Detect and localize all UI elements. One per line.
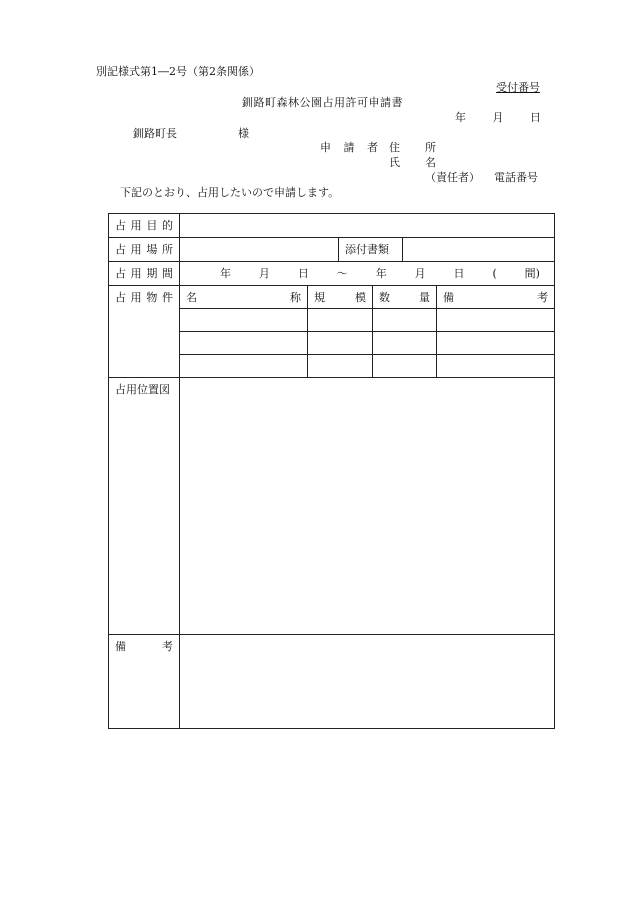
period-duration-close: 間) <box>524 267 540 280</box>
responsible-person-label: （責任者） <box>425 171 480 184</box>
objects-header-row <box>109 286 555 309</box>
addressee: 釧路町長 <box>133 127 177 140</box>
period-label-char-3: 期 <box>146 267 158 280</box>
period-end-day: 日 <box>453 267 465 280</box>
place-field[interactable] <box>180 238 339 262</box>
purpose-field[interactable] <box>180 214 555 238</box>
period-label-char-2: 用 <box>130 267 142 280</box>
period-start-month: 月 <box>258 267 270 280</box>
remarks-row <box>109 635 555 729</box>
object-quantity-cell[interactable] <box>373 332 437 355</box>
period-label-char-1: 占 <box>115 267 126 280</box>
location-map-row <box>109 378 555 635</box>
object-scale-header-char-2: 模 <box>355 290 366 304</box>
purpose-row <box>109 214 555 238</box>
name-label-char-1: 氏 <box>389 156 400 169</box>
object-name-header-char-1: 名 <box>186 290 197 304</box>
date-month-label: 月 <box>492 111 504 124</box>
intro-text: 下記のとおり、占用したいので申請します。 <box>120 186 340 199</box>
period-label <box>109 262 180 286</box>
object-scale-cell[interactable] <box>308 309 373 332</box>
name-label-char-2: 名 <box>425 156 436 169</box>
object-name-cell[interactable] <box>180 332 308 355</box>
period-start-year: 年 <box>220 267 231 280</box>
applicant-label <box>320 141 378 154</box>
period-tilde: ～ <box>336 267 348 280</box>
document-title: 釧路町森林公園占用許可申請書 <box>242 96 403 109</box>
receipt-number-label: 受付番号 <box>496 81 540 94</box>
purpose-label-char-4: 的 <box>161 219 173 232</box>
object-name-cell[interactable] <box>180 355 308 378</box>
object-quantity-cell[interactable] <box>373 355 437 378</box>
place-row <box>109 238 555 262</box>
period-duration-open: ( <box>492 267 497 280</box>
object-quantity-header-char-2: 量 <box>419 290 430 304</box>
applicant-label-char-1: 申 <box>320 141 331 154</box>
address-label-char-2: 所 <box>425 141 436 154</box>
date-day-label: 日 <box>530 111 541 124</box>
place-label-char-1: 占 <box>115 243 126 256</box>
purpose-label-char-2: 用 <box>130 219 142 232</box>
purpose-label-char-3: 目 <box>146 219 158 232</box>
period-start-day: 日 <box>297 267 309 280</box>
objects-label-char-3: 物 <box>146 291 158 304</box>
attachments-label: 添付書類 <box>339 238 403 262</box>
object-quantity-cell[interactable] <box>373 309 437 332</box>
phone-number-label: 電話番号 <box>494 171 538 184</box>
application-form-table <box>108 213 555 729</box>
objects-label-char-1: 占 <box>115 291 126 304</box>
object-scale-cell[interactable] <box>308 332 373 355</box>
location-map-area[interactable] <box>180 378 555 635</box>
objects-label-char-2: 用 <box>130 291 142 304</box>
period-field[interactable] <box>180 262 555 286</box>
objects-label <box>109 286 180 378</box>
object-scale-header <box>308 286 373 309</box>
object-remarks-cell[interactable] <box>437 355 555 378</box>
date-year-label: 年 <box>455 111 466 124</box>
object-name-cell[interactable] <box>180 309 308 332</box>
address-label <box>389 141 436 154</box>
objects-label-char-4: 件 <box>161 291 173 304</box>
purpose-label-char-1: 占 <box>115 219 126 232</box>
date-line <box>455 111 541 124</box>
address-label-char-1: 住 <box>389 141 400 154</box>
attachments-field[interactable] <box>403 238 555 262</box>
object-remarks-header <box>437 286 555 309</box>
period-label-char-4: 間 <box>161 267 173 280</box>
remarks-label-char-2: 考 <box>162 640 173 653</box>
place-label-char-4: 所 <box>161 243 173 256</box>
location-map-label: 占用位置図 <box>109 378 180 635</box>
remarks-label <box>109 635 180 729</box>
place-label-char-3: 場 <box>146 243 158 256</box>
object-remarks-cell[interactable] <box>437 309 555 332</box>
object-remarks-header-char-2: 考 <box>537 290 549 304</box>
object-remarks-header-char-1: 備 <box>443 290 454 304</box>
period-row <box>109 262 555 286</box>
remarks-field[interactable] <box>180 635 555 729</box>
applicant-label-char-3: 者 <box>367 141 378 154</box>
purpose-label <box>109 214 180 238</box>
applicant-label-char-2: 請 <box>343 141 355 154</box>
object-quantity-header-char-1: 数 <box>379 290 390 304</box>
place-label <box>109 238 180 262</box>
object-name-header <box>180 286 308 309</box>
form-number: 別記様式第1―2号（第2条関係） <box>96 65 260 78</box>
object-remarks-cell[interactable] <box>437 332 555 355</box>
remarks-label-char-1: 備 <box>115 640 126 653</box>
honorific: 様 <box>238 127 249 140</box>
object-quantity-header <box>373 286 437 309</box>
object-name-header-char-2: 称 <box>290 290 301 304</box>
object-scale-cell[interactable] <box>308 355 373 378</box>
name-label <box>389 156 436 169</box>
object-scale-header-char-1: 規 <box>314 290 325 304</box>
place-label-char-2: 用 <box>130 243 142 256</box>
period-end-month: 月 <box>414 267 426 280</box>
period-end-year: 年 <box>375 267 387 280</box>
